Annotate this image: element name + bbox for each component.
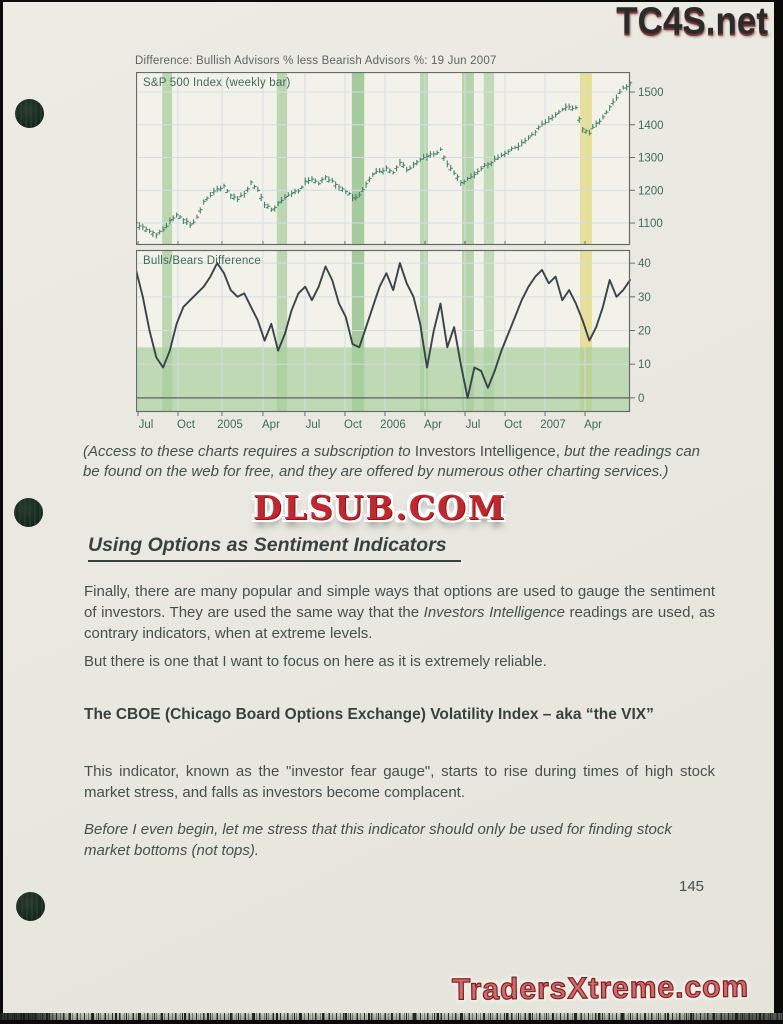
svg-text:Oct: Oct xyxy=(344,419,362,431)
svg-text:Apr: Apr xyxy=(262,419,280,431)
svg-text:2007: 2007 xyxy=(540,419,566,431)
svg-text:1400: 1400 xyxy=(638,119,664,132)
svg-text:40: 40 xyxy=(638,258,651,271)
chart-title: Difference: Bullish Advisors % less Bearish Advisors %: 19 Jun 2007 xyxy=(135,55,497,67)
note-paragraph xyxy=(83,442,719,482)
svg-text:20: 20 xyxy=(638,325,651,338)
watermark-tradersxtreme: TradersXtreme.com xyxy=(451,970,750,1007)
watermark-tc4s: TC4S.net xyxy=(616,0,768,43)
page-number: 145 xyxy=(679,878,705,895)
svg-text:1200: 1200 xyxy=(638,185,664,198)
punch-hole xyxy=(15,99,44,128)
svg-text:30: 30 xyxy=(638,291,651,304)
paragraph-options-gauge xyxy=(84,581,715,644)
svg-text:1300: 1300 xyxy=(638,152,664,165)
section-heading: Using Options as Sentiment Indicators xyxy=(88,534,461,562)
svg-text:2006: 2006 xyxy=(380,419,406,431)
svg-text:0: 0 xyxy=(638,392,645,405)
top-panel-label: S&P 500 Index (weekly bar) xyxy=(143,77,291,89)
svg-text:Oct: Oct xyxy=(504,419,522,431)
sentiment-chart xyxy=(136,72,686,432)
svg-text:2005: 2005 xyxy=(217,419,243,431)
svg-text:Apr: Apr xyxy=(584,419,602,431)
svg-text:Jul: Jul xyxy=(138,419,154,431)
watermark-dlsub: DLSUB.COM xyxy=(253,488,507,527)
p1-investors-intelligence: Investors Intelligence xyxy=(423,604,565,621)
paragraph-focus: But there is one that I want to focus on here as it is extremely reliable. xyxy=(84,653,547,670)
note-part-upright: Investors Intelligence, xyxy=(414,443,560,460)
page-edge-barcode xyxy=(0,1013,783,1020)
svg-text:Apr: Apr xyxy=(424,419,442,431)
p1-part-b: readings are used, as contrary indicators, when at extreme levels. xyxy=(84,604,715,642)
subheading-vix: The CBOE (Chicago Board Options Exchange) Volatility Index – aka “the VIX” xyxy=(84,706,654,723)
paragraph-bottoms-note: Before I even begin, let me stress that this indicator should only be used for finding stock market bottoms (not tops). xyxy=(84,821,672,859)
bottom-panel-label: Bulls/Bears Difference xyxy=(143,255,261,267)
punch-hole xyxy=(16,892,45,921)
note-part-2: but the readings can be found on the web for free, and they are offered by numerous other charting services.) xyxy=(83,443,701,480)
svg-text:Oct: Oct xyxy=(177,419,195,431)
note-part-1: (Access to these charts requires a subscription to xyxy=(83,443,415,460)
svg-text:Jul: Jul xyxy=(305,419,321,431)
punch-hole xyxy=(14,498,43,527)
p1-part-a: Finally, there are many popular and simple ways that options are used to gauge the sentiment of investors. They are used the same way that the xyxy=(84,583,715,621)
paragraph-fear-gauge: This indicator, known as the "investor fear gauge", starts to rise during times of high stock market stress, and falls as investors become complacent. xyxy=(84,763,715,801)
page-scan xyxy=(3,2,774,1013)
svg-text:10: 10 xyxy=(638,359,651,372)
svg-text:1100: 1100 xyxy=(638,218,663,231)
chart-canvas xyxy=(136,72,686,432)
svg-text:1500: 1500 xyxy=(638,86,664,99)
svg-text:Jul: Jul xyxy=(465,419,481,431)
